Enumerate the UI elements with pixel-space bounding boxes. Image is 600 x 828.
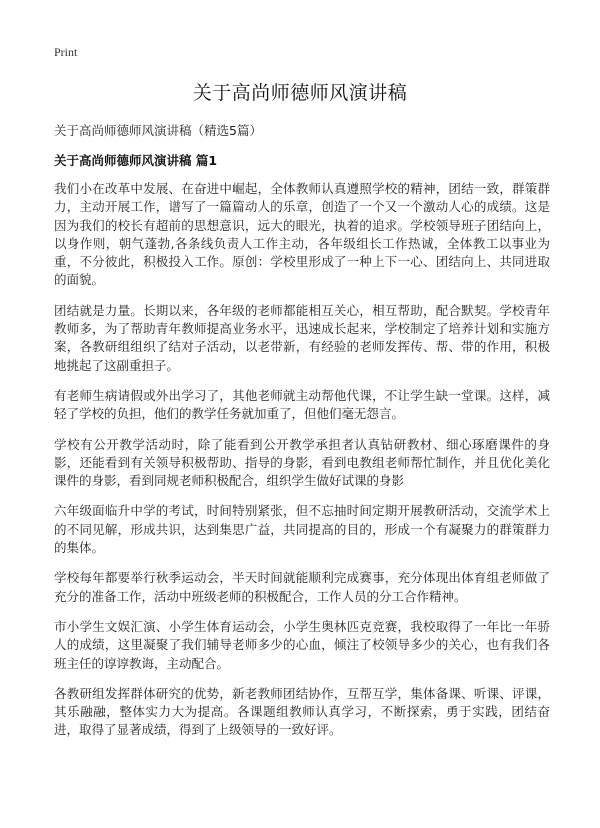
paragraph-6: 学校每年都要举行秋季运动会，半天时间就能顺利完成赛事，充分体现出体育组老师做了充分的准备工作，活动中班级老师的积极配合，工作人员的分工合作精神。 bbox=[54, 570, 550, 604]
print-link[interactable]: Print bbox=[54, 45, 78, 59]
document-subtitle: 关于高尚师德师风演讲稿（精选5篇） bbox=[54, 123, 262, 138]
paragraph-2: 团结就是力量。长期以来，各年级的老师都能相互关心，相互帮助，配合默契。学校青年教师多，为了帮助青年教师提高业务水平，迅速成长起来，学校制定了培养计划和实施方案，各教研组组织了结对子活动，以老带新，有经验的老师发挥传、帮、带的作用，积极地挑起了这副重担子。 bbox=[54, 302, 550, 373]
article-body bbox=[54, 180, 550, 752]
paragraph-5: 六年级面临升中学的考试，时间特别紧张，但不忘抽时间定期开展教研活动，交流学术上的不同见解，形成共识，达到集思广益，共同提高的目的，形成一个有凝聚力的群策群力的集体。 bbox=[54, 503, 550, 556]
paragraph-3: 有老师生病请假或外出学习了，其他老师就主动帮他代课，不让学生缺一堂课。这样，减轻了学校的负担，他们的教学任务就加重了，但他们毫无怨言。 bbox=[54, 387, 550, 422]
paragraph-4: 学校有公开教学活动时，除了能看到公开教学承担者认真钻研教材、细心琢磨课件的身影，还能看到有关领导积极帮助、指导的身影，看到电教组老师帮忙制作，并且优化美化课件的身影，看到同规老师积极配合，组织学生做好试课的身影 bbox=[54, 436, 550, 489]
paragraph-1: 我们小在改革中发展、在奋进中崛起，全体教师认真遵照学校的精神，团结一致，群策群力，主动开展工作，谱写了一篇篇动人的乐章，创造了一个又一个激动人心的成绩。这是因为我们的校长有超前的思想意识，远大的眼光，执着的追求。学校领导班子团结向上，以身作则，朝气蓬勃,各条线负责人工作主动，各年级组长工作热诚，全体教工以事业为重，不分彼此，积极投入工作。原创：学校里形成了一种上下一心、团结向上、共同进取的面貌。 bbox=[54, 181, 550, 288]
section-heading: 关于高尚师德师风演讲稿 篇1 bbox=[54, 153, 218, 168]
paragraph-8: 各教研组发挥群体研究的优势，新老教师团结协作，互帮互学，集体备课、听课、评课，其乐融融，整体实力大为提高。各课题组教师认真学习，不断探索，勇于实践，团结奋进，取得了显著成绩，得到了上级领导的一致好评。 bbox=[54, 685, 550, 738]
page-title: 关于高尚师德师风演讲稿 bbox=[192, 82, 408, 104]
paragraph-7: 市小学生文娱汇演、小学生体育运动会，小学生奥林匹克竞赛，我校取得了一年比一年骄人的成绩，这里凝聚了我们辅导老师多少的心血，倾注了校领导多少的关心，也有我们各班主任的谆谆教诲，主动配合。 bbox=[54, 618, 550, 671]
